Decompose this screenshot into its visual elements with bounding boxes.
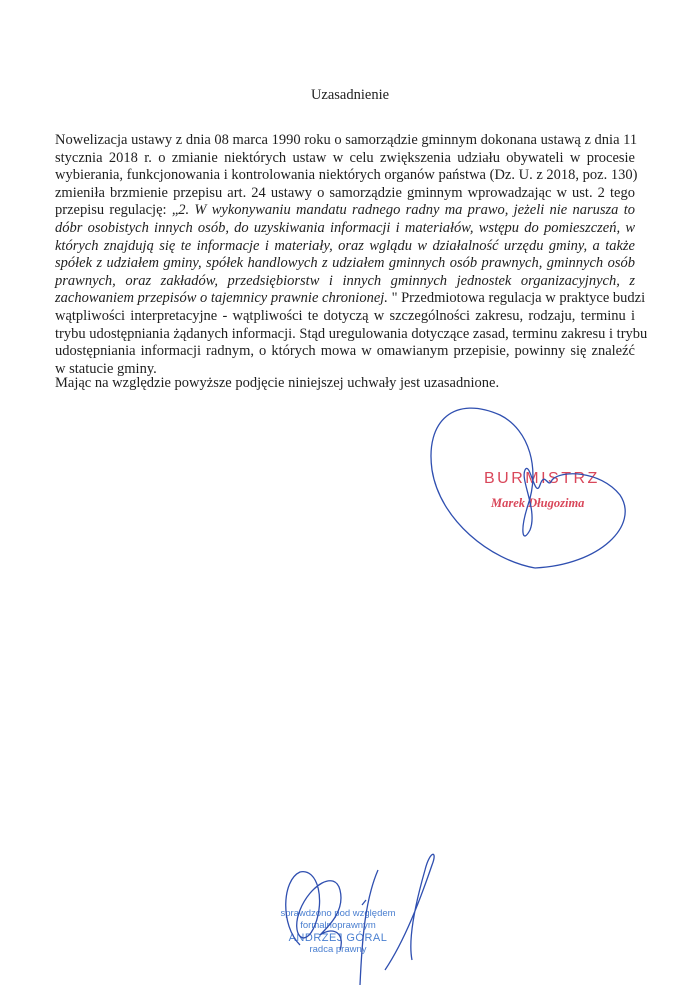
paragraph-line (55, 150, 635, 168)
paragraph-line (55, 185, 635, 203)
paragraph-line (55, 132, 638, 150)
stamp-role: BURMISTRZ (484, 470, 600, 487)
body-text: przepisu regulację: „ (55, 202, 179, 219)
paragraph-line (55, 290, 646, 308)
quoted-text: zachowaniem przepisów o tajemnicy prawnie chronionej. (55, 290, 388, 307)
paragraph-justification (55, 132, 648, 378)
paragraph-line (55, 167, 638, 185)
body-text: stycznia 2018 r. o zmianie niektórych ustaw w celu zwiększenia udziału obywateli w procesie (55, 149, 635, 166)
body-text: udostępniania informacji radnym, o których mowa w omawianym przepisie, powinny się znaleźć (55, 343, 635, 360)
legal-stamp (268, 908, 408, 956)
quoted-text: 2. W wykonywaniu mandatu radnego radny ma prawo, jeżeli nie narusza to (178, 202, 635, 219)
paragraph-line (55, 343, 635, 361)
paragraph-line (55, 308, 635, 326)
paragraph-line (55, 255, 635, 273)
body-text: trybu udostępniania żądanych informacji. Stąd uregulowania dotyczące zasad, terminu zakresu i trybu (55, 325, 648, 342)
paragraph-line (55, 238, 635, 256)
stamp-line: sprawdzono pod względem (280, 908, 396, 919)
stamp-line: formalnoprawnym (300, 920, 376, 931)
body-text: wątpliwości interpretacyjne - wątpliwości te dotyczą w szczególności zakresu, rodzaju, terminu i (55, 307, 635, 324)
body-text: Nowelizacja ustawy z dnia 08 marca 1990 roku o samorządzie gminnym dokonana ustawą z dnia 11 (55, 132, 638, 148)
paragraph-line (55, 202, 635, 220)
quoted-text: dóbr osobistych innych osób, do uzyskiwania informacji i materiałów, wstępu do pomieszczeń, w (55, 219, 635, 236)
body-text: w statucie gminy. (55, 360, 157, 377)
stamp-name: ANDRZEJ GÓRAL (288, 932, 388, 944)
body-text: wybierania, funkcjonowania i kontrolowania niektórych organów państwa (Dz. U. z 2018, poz. 130) (55, 167, 638, 184)
paragraph-line: Mając na względzie powyższe podjęcie niniejszej uchwały jest uzasadnione. (55, 375, 500, 391)
paragraph-line (55, 273, 635, 291)
document-title: Uzasadnienie (310, 87, 390, 103)
body-text: " Przedmiotowa regulacja w praktyce budzi (387, 290, 646, 307)
paragraph-line (55, 220, 635, 238)
quoted-text: których znajdują się te informacje i materiały, oraz wglądu w działalność urzędu gminy, a także (55, 237, 635, 254)
quoted-text: spółek z udziałem gminy, spółek handlowych z udziałem gminnych osób prawnych, gminnych osób (55, 255, 635, 272)
stamp-name: Marek Długozima (491, 496, 585, 510)
body-text: zmieniła brzmienie przepisu art. 24 ustawy o samorządzie gminnym wprowadzając w ust. 2 tego (55, 184, 635, 201)
paragraph-line (55, 325, 648, 344)
quoted-text: prawnych, oraz zakładów, przedsiębiorstw i innych gminnych jednostek organizacyjnych, z (55, 272, 635, 289)
mayor-stamp (484, 470, 644, 510)
stamp-title: radca prawny (309, 944, 367, 955)
paragraph-conclusion (55, 375, 635, 393)
